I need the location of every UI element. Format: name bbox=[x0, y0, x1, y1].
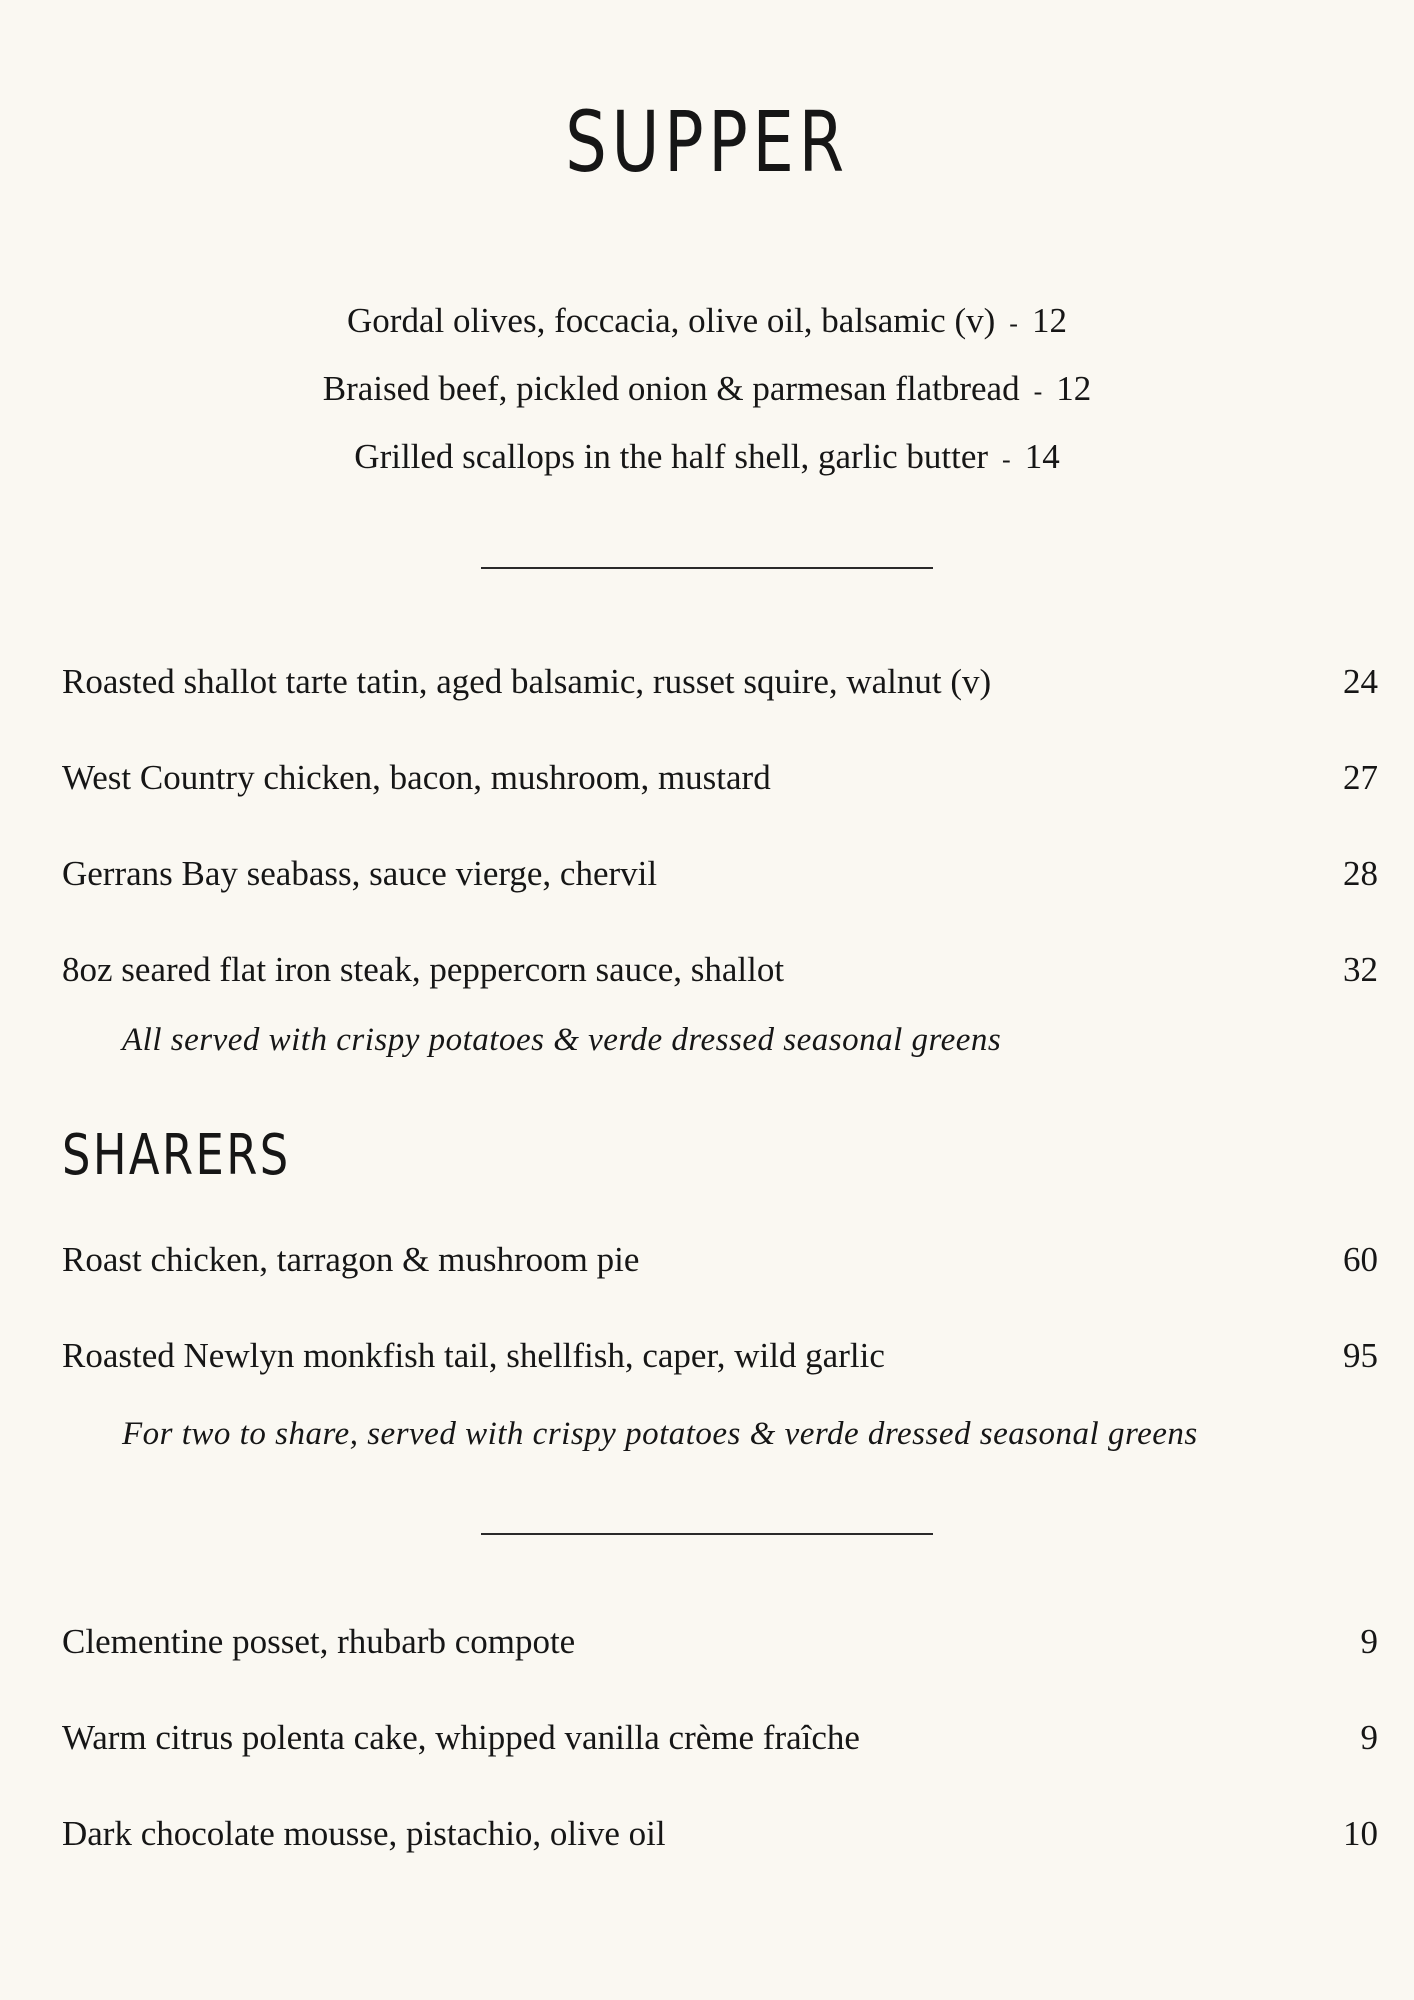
menu-item-dessert bbox=[62, 1812, 1378, 1856]
sharers-note: For two to share, served with crispy potatoes & verde dressed seasonal greens bbox=[122, 1416, 1198, 1452]
menu-item-dessert bbox=[62, 1620, 1378, 1664]
menu-item-main bbox=[62, 756, 1378, 800]
snack-item bbox=[0, 364, 1414, 432]
item-name: Roast chicken, tarragon & mushroom pie bbox=[62, 1240, 640, 1279]
menu-item-main bbox=[62, 660, 1378, 704]
item-name: 8oz seared flat iron steak, peppercorn sauce, shallot bbox=[62, 950, 785, 989]
snack-price: 14 bbox=[1024, 437, 1060, 476]
snack-item bbox=[0, 432, 1414, 500]
mains-note: All served with crispy potatoes & verde dressed seasonal greens bbox=[122, 1022, 1002, 1058]
snacks-list bbox=[0, 296, 1414, 500]
sharers-heading: SHARERS bbox=[62, 1123, 291, 1188]
item-price: 95 bbox=[1343, 1336, 1378, 1375]
section-divider bbox=[481, 1533, 933, 1535]
snack-separator: - bbox=[1002, 445, 1011, 474]
menu-item-main bbox=[62, 948, 1378, 992]
snack-price: 12 bbox=[1056, 369, 1092, 408]
item-price: 9 bbox=[1360, 1622, 1378, 1661]
item-name: Warm citrus polenta cake, whipped vanilla crème fraîche bbox=[62, 1718, 860, 1757]
item-price: 27 bbox=[1343, 758, 1378, 797]
snack-item bbox=[0, 296, 1414, 364]
item-name: Gerrans Bay seabass, sauce vierge, chervil bbox=[62, 854, 658, 893]
page-title: SUPPER bbox=[565, 93, 849, 191]
section-divider bbox=[481, 567, 933, 569]
item-name: Roasted shallot tarte tatin, aged balsamic, russet squire, walnut (v) bbox=[62, 662, 992, 701]
item-price: 32 bbox=[1343, 950, 1378, 989]
item-name: West Country chicken, bacon, mushroom, mustard bbox=[62, 758, 771, 797]
snack-name: Grilled scallops in the half shell, garlic butter bbox=[354, 437, 989, 476]
item-price: 9 bbox=[1360, 1718, 1378, 1757]
snack-name: Braised beef, pickled onion & parmesan flatbread bbox=[322, 369, 1020, 408]
item-price: 60 bbox=[1343, 1240, 1378, 1279]
menu-item-sharer bbox=[62, 1238, 1378, 1282]
snack-separator: - bbox=[1033, 377, 1043, 406]
menu-item-sharer bbox=[62, 1334, 1378, 1378]
menu-item-dessert bbox=[62, 1716, 1378, 1760]
snack-price: 12 bbox=[1031, 301, 1067, 340]
item-name: Dark chocolate mousse, pistachio, olive oil bbox=[62, 1814, 666, 1853]
item-price: 10 bbox=[1343, 1814, 1378, 1853]
menu-item-main bbox=[62, 852, 1378, 896]
item-price: 24 bbox=[1343, 662, 1378, 701]
item-name: Clementine posset, rhubarb compote bbox=[62, 1622, 576, 1661]
item-price: 28 bbox=[1343, 854, 1378, 893]
snack-separator: - bbox=[1009, 309, 1018, 338]
snack-name: Gordal olives, foccacia, olive oil, balsamic (v) bbox=[347, 301, 996, 340]
item-name: Roasted Newlyn monkfish tail, shellfish, caper, wild garlic bbox=[62, 1336, 885, 1375]
